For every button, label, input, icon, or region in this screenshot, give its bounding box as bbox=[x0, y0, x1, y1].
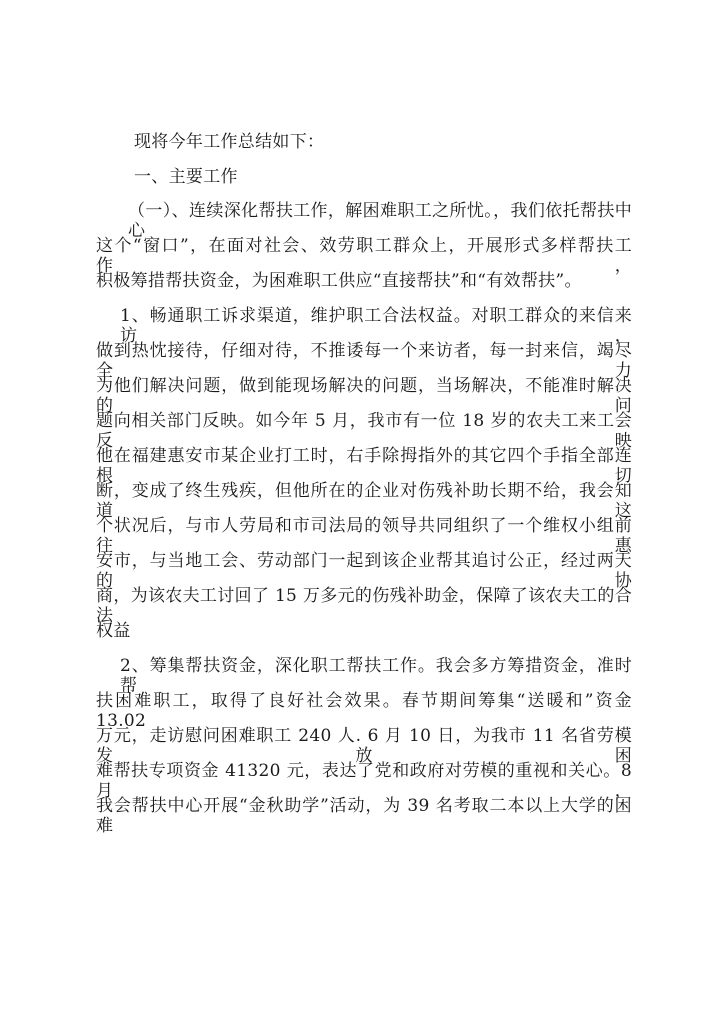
paragraph-line: 权益 bbox=[96, 621, 131, 641]
paragraph-line: 题向相关部门反映。如今年 5 月，我市有一位 18 岁的农夫工来工会反映 bbox=[96, 411, 632, 451]
paragraph-line: 他在福建惠安市某企业打工时，右手除拇指外的其它四个手指全部连根切 bbox=[96, 446, 632, 486]
paragraph-line: 1、畅通职工诉求渠道，维护职工合法权益。对职工群众的来信来访， bbox=[120, 306, 632, 346]
paragraph-line: 我会帮扶中心开展“金秋助学”活动，为 39 名考取二本以上大学的困难 bbox=[96, 796, 632, 836]
paragraph-line: 2、筹集帮扶资金，深化职工帮扶工作。我会多方筹措资金，准时帮 bbox=[120, 656, 632, 696]
paragraph-line: 商，为该农夫工讨回了 15 万多元的伤残补助金，保障了该农夫工的合法 bbox=[96, 586, 632, 626]
summary-intro: 现将今年工作总结如下： bbox=[134, 132, 325, 152]
paragraph-line: 做到热忱接待，仔细对待，不推诿每一个来访者，每一封来信，竭尽全力 bbox=[96, 341, 632, 381]
paragraph-line: 个状况后，与市人劳局和市司法局的领导共同组织了一个维权小组前往惠 bbox=[96, 516, 632, 556]
paragraph-line: 这个“窗口”，在面对社会、效劳职工群众上，开展形式多样帮扶工作， bbox=[96, 236, 632, 276]
document-body bbox=[96, 132, 632, 836]
paragraph-line: 为他们解决问题，做到能现场解决的问题，当场解决，不能准时解决的问 bbox=[96, 376, 632, 416]
paragraph-line: 难帮扶专项资金 41320 元，表达了党和政府对劳模的重视和关心。8 月， bbox=[96, 761, 632, 801]
paragraph-line: 万元，走访慰问困难职工 240 人. 6 月 10 日，为我市 11 名省劳模发放困 bbox=[96, 726, 632, 766]
paragraph-line: （一）、连续深化帮扶工作，解困难职工之所忧。，我们依托帮扶中心 bbox=[128, 201, 632, 241]
section-heading: 一、主要工作 bbox=[134, 167, 238, 187]
paragraph-line: 积极筹措帮扶资金，为困难职工供应“直接帮扶”和“有效帮扶”。 bbox=[96, 271, 582, 291]
paragraph-line: 安市，与当地工会、劳动部门一起到该企业帮其追讨公正，经过两天的协 bbox=[96, 551, 632, 591]
paragraph-line: 断，变成了终生残疾，但他所在的企业对伤残补助长期不给，我会知道这 bbox=[96, 481, 632, 521]
paragraph-line: 扶困难职工，取得了良好社会效果。春节期间筹集“送暖和”资金 13.02 bbox=[96, 691, 632, 731]
